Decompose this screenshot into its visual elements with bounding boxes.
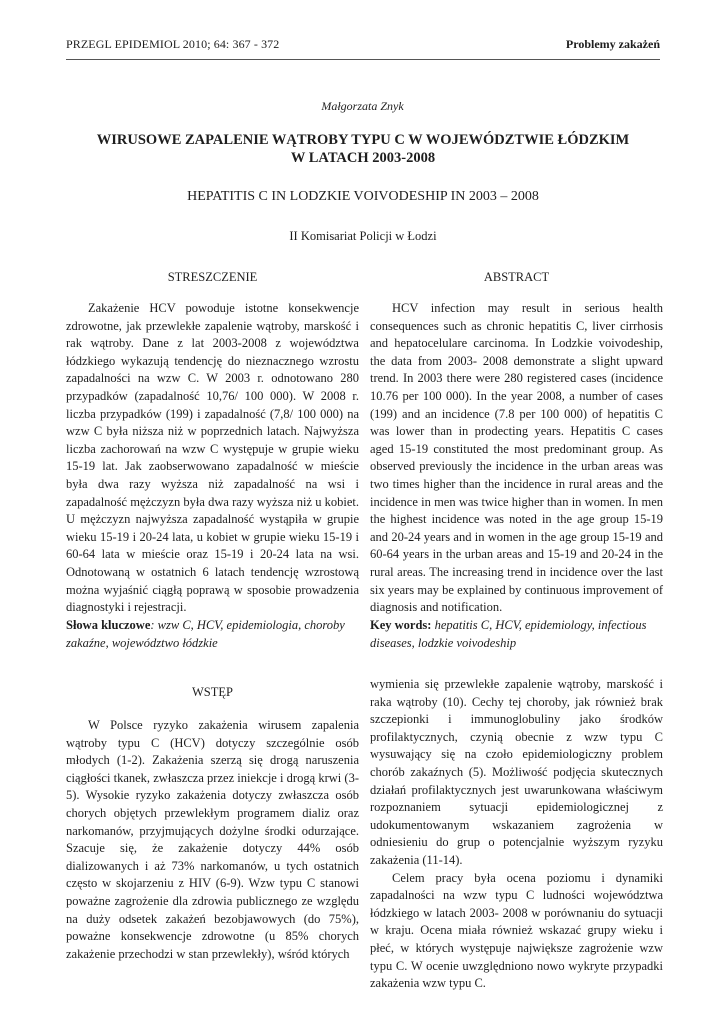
title-english: HEPATITIS C IN LODZKIE VOIVODESHIP IN 2003 – 2008 (187, 189, 539, 204)
title-polish-line1: WIRUSOWE ZAPALENIE WĄTROBY TYPU C W WOJEWÓDZTWIE ŁÓDZKIM (96, 132, 630, 148)
wstep-paragraph-2: Celem pracy była ocena poziomu i dynamiki zapadalności na wzw typu C ludności województwa łódzkiego w latach 2003- 2008 w porównaniu do sytuacji w kraju. Ocena miała również wskazać grupy wieku i płeć, w których występuje największe zagrożenie wzw typu C. W ocenie uwzględniono nowo wykryte przypadki zakażenia wzw typu C. (370, 870, 663, 991)
journal-citation: PRZEGL EPIDEMIOL 2010; 64: 367 - 372 (66, 37, 280, 51)
running-head (66, 37, 660, 52)
streszczenie-body: Zakażenie HCV powoduje istotne konsekwencje zdrowotne, jak przewlekłe zapalenie wątroby, marskość i rak wątroby. Dane z lat 2003-2008 z województwa łódzkiego wykazują tendencję do nieznacznego wzrostu zapadalności na wzw C. W 2003 r. odnotowano 280 przypadków (zapadalność 10,76/ 100 000). W 2008 r. liczba przypadków (199) i zapadalność (7,8/ 100 000) na wzw C była niższa niż w poprzednich latach. Najwyższa liczba zachorowań na wzw C występuje w grupie wieku 15-19 lat. Jak zaobserwowano zapadalność w mieście była dwa razy wyższa niż zapadalność na wsi i zapadalność mężczyzn była dwa razy wyższa niż u kobiet. U mężczyzn najwyższa zapadalność wystąpiła w grupie wieku 15-19 i 20-24 lata, u kobiet w grupie wieku 15-19 i 60-64 lata w mieście oraz 15-19 i 20-24 lata na wsi. Odnotowaną w ostatnich 6 latach tendencję wzrostową można wyjaśnić ciągłą poprawą w sposobie prowadzenia diagnostyki i rejestracji. (66, 301, 359, 615)
keywords-polish-label: Słowa kluczowe (66, 618, 151, 632)
keywords-polish-list: : wzw C, HCV, epidemiologia, choroby zakaźne, województwo łódzkie (66, 618, 345, 650)
streszczenie-heading: STRESZCZENIE (167, 270, 258, 284)
section-label: Problemy zakażeń (565, 37, 660, 51)
abstract-body: HCV infection may result in serious health consequences such as chronic hepatitis C, liver cirrhosis and hepatocelulare carcinoma. In Lodzkie voivodeship, the data from 2003- 2008 demonstrate a slight upward trend. In 2003 there were 280 registered cases (incidence 10.76 per 100 000). In the year 2008, a number of cases (199) and an incidence (7.8 per 100 000) of hepatitis C was lower than in prodecting years. Hepatitis C cases aged 15-19 constituted the most predominant group. As observed previously the incidence in the urban areas was two times higher than the incidence in rural areas and the incidence in men was twice higher than in women. In men the highest incidence was noted in the age group 15-19 and 20-24 years and in women in the age group 15-19 and 60-64 years in the urban areas and 15-19 and 20-24 in the rural areas. The increasing trend in incidence over the last six years may be explained by continuous improvement of diagnosis and notification. (370, 301, 663, 615)
abstract-heading: ABSTRACT (483, 270, 550, 284)
wstep-right-column (370, 676, 663, 993)
author-name: Małgorzata Znyk (321, 99, 404, 113)
title-polish (66, 131, 660, 167)
keywords-english-label: Key words: (370, 618, 432, 632)
wstep-heading: WSTĘP (192, 685, 233, 699)
wstep-paragraph-1-continued: wymienia się przewlekłe zapalenie wątroby, marskość i raka wątroby (10). Cechy tej choroby, jak również brak szczepionki i immunoglobuliny jako środków profilaktycznych, czynią obecnie z wzw typu C wysuwający się na czoło epidemiologiczny problem chorób zakaźnych (5). Możliwość podjęcia skutecznych działań profilaktycznych jest uwarunkowana właściwym rozpoznaniem sytuacji epidemiologicznej z udokumentowanym wskazaniem zagrożenia w odniesieniu do grup o potencjalnie wyższym ryzyku zakażenia (11-14). (370, 677, 663, 867)
header-rule (66, 59, 660, 60)
keywords-english-list: hepatitis C, HCV, epidemiology, infectious diseases, lodzkie voivodeship (370, 618, 647, 650)
keywords-english (370, 617, 663, 652)
keywords-polish (66, 617, 359, 652)
wstep-paragraph-1: W Polsce ryzyko zakażenia wirusem zapalenia wątroby typu C (HCV) dotyczy szczególnie osób młodych (1-2). Zakażenia szerzą się drogą naruszenia ciągłości tkanek, zwłaszcza przez iniekcje i drogą krwi (3-5). Wysokie ryzyko zakażenia dotyczy zwłaszcza osób chorych objętych przewlekłym programem dializ oraz narkomanów, przyjmujących dożylne środki odurzające. Szacuje się, że zakażenie dotyczy 44% osób dializowanych i aż 73% narkomanów, u tych ostatnich często w skojarzeniu z HIV (6-9). Wzw typu C stanowi poważne zagrożenie dla zdrowia publicznego ze względu na duży odsetek zakażeń bezobjawowych (do 75%), poważne konsekwencje zdrowotne (u 85% chorych zakażenie przechodzi w stan przewlekły), wśród których (66, 718, 359, 961)
title-polish-line2: W LATACH 2003-2008 (290, 150, 436, 166)
affiliation: II Komisariat Policji w Łodzi (289, 229, 437, 243)
